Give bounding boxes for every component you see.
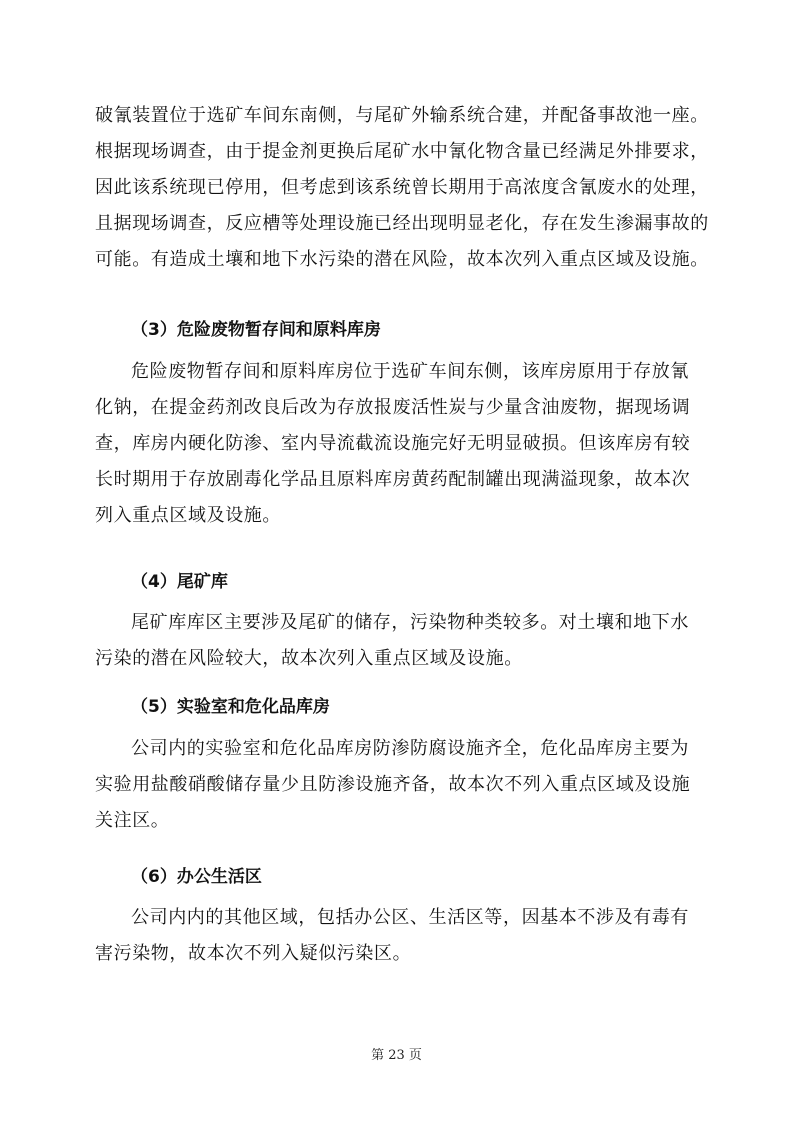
text-line: 破氰装置位于选矿车间东南侧，与尾矿外输系统合建，并配备事故池一座。 <box>95 105 709 126</box>
page-number: 第 23 页 <box>371 1048 422 1063</box>
text-line: 公司内的实验室和危化品库房防渗防腐设施齐全，危化品库房主要为 <box>131 738 689 759</box>
section-5-heading: （5）实验室和危化品库房 <box>131 697 330 717</box>
text-line: 可能。有造成土壤和地下水污染的潜在风险，故本次列入重点区域及设施。 <box>95 249 709 270</box>
text-line: 危险废物暂存间和原料库房位于选矿车间东侧，该库房原用于存放氰 <box>131 361 689 382</box>
text-line: 化钠，在提金药剂改良后改为存放报废活性炭与少量含油废物，据现场调 <box>95 397 691 418</box>
text-line: 害污染物，故本次不列入疑似污染区。 <box>95 943 412 964</box>
intro-paragraph <box>95 98 709 278</box>
text-line: 长时期用于存放剧毒化学品且原料库房黄药配制罐出现满溢现象，故本次 <box>95 469 691 490</box>
text-line: 公司内内的其他区域，包括办公区、生活区等，因基本不涉及有毒有 <box>131 907 689 928</box>
text-line: 因此该系统现已停用，但考虑到该系统曾长期用于高浓度含氰废水的处理， <box>95 177 709 198</box>
section-6-paragraph <box>95 900 705 972</box>
text-line: 查，库房内硬化防渗、室内导流截流设施完好无明显破损。但该库房有较 <box>95 433 691 454</box>
text-line: 列入重点区域及设施。 <box>95 505 281 526</box>
text-line: 且据现场调查，反应槽等处理设施已经出现明显老化，存在发生渗漏事故的 <box>95 213 709 234</box>
section-3-heading: （3）危险废物暂存间和原料库房 <box>131 320 381 340</box>
text-line: 根据现场调查，由于提金剂更换后尾矿水中氰化物含量已经满足外排要求， <box>95 141 709 162</box>
section-4-paragraph <box>95 605 705 677</box>
text-line: 污染的潜在风险较大，故本次列入重点区域及设施。 <box>95 648 523 669</box>
section-3-paragraph <box>95 354 705 534</box>
section-5-paragraph <box>95 731 705 839</box>
text-line: 实验用盐酸硝酸储存量少且防渗设施齐备，故本次不列入重点区域及设施 <box>95 774 691 795</box>
section-6-heading: （6）办公生活区 <box>131 867 262 887</box>
text-line: 关注区。 <box>95 810 170 831</box>
text-line: 尾矿库库区主要涉及尾矿的储存，污染物种类较多。对土壤和地下水 <box>131 612 689 633</box>
section-4-heading: （4）尾矿库 <box>131 572 228 592</box>
